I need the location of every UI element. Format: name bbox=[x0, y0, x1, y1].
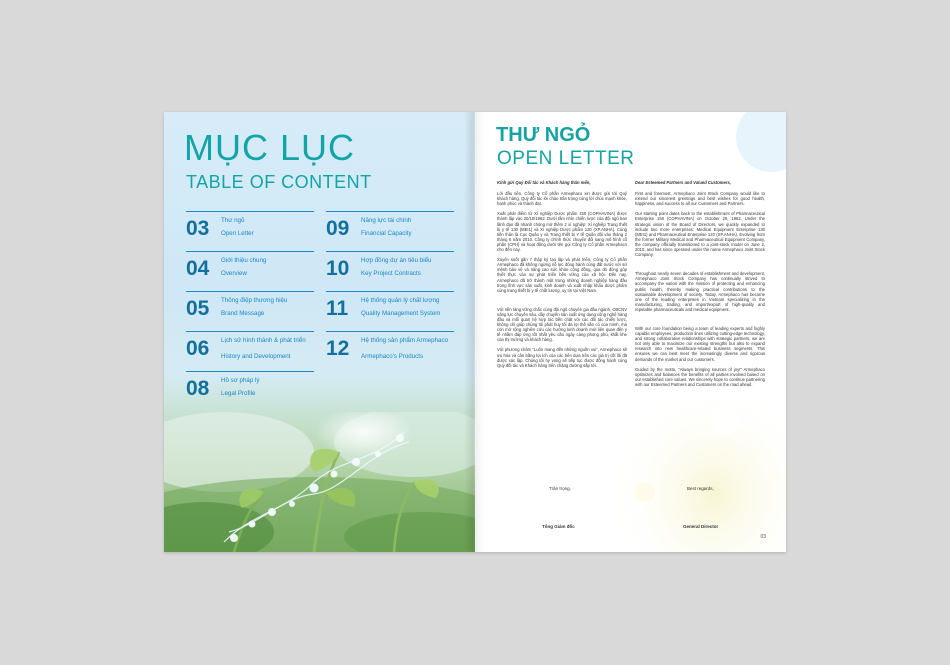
toc-item-title-vi: Giới thiệu chung bbox=[221, 257, 267, 264]
letter-paragraph: Our starting point dates back to the establishment of Pharmaceutical Enterprise 150 (COPHAVINA) on October 20, 1962. Under the strategic vision of the Board of Directors, we quickly expanded to include two more enterprises: Medical Equipment Enterprise 130 (MEI1) and Pharmaceutical Enterprise 120 (XP.ANHA). Evolving from the former Military Medical and Pharmaceutical Equipment Company, the company officially transitioned to a joint-stock model on June 2, 2010, and has since operated under the name Armephaco Joint Stock Company. bbox=[635, 211, 765, 258]
signer-title-en: General Director bbox=[683, 524, 719, 529]
toc-item-title-vi: Lịch sử hình thành & phát triển bbox=[221, 337, 306, 344]
toc-item-number: 04 bbox=[186, 257, 210, 280]
letter-paragraph: First and foremost, Armephaco Joint Stock Company would like to extend our sincerest greetings and best wishes for good health, happiness, and success to all our Customers and Partners. bbox=[635, 191, 765, 207]
toc-item-title-vi: Thư ngỏ bbox=[221, 217, 245, 224]
toc-item-title-vi: Năng lực tài chính bbox=[361, 217, 412, 224]
toc-item[interactable] bbox=[186, 291, 314, 330]
toc-item-title-vi: Hồ sơ pháp lý bbox=[221, 377, 260, 384]
toc-subtitle: TABLE OF CONTENT bbox=[186, 172, 372, 192]
toc-item-title-vi: Hệ thống sản phẩm Armephaco bbox=[361, 337, 449, 344]
toc-item[interactable] bbox=[326, 291, 454, 330]
toc-item[interactable] bbox=[186, 211, 314, 250]
toc-item-title-vi: Thông điệp thương hiệu bbox=[221, 297, 288, 304]
toc-item-number: 03 bbox=[186, 217, 210, 240]
toc-item-title-en: History and Development bbox=[221, 353, 291, 360]
letter-salutation-vi: Kính gửi Quý Đối tác và Khách hàng thân mến, bbox=[497, 180, 591, 185]
toc-item[interactable] bbox=[186, 371, 314, 410]
plant-molecule-illustration bbox=[164, 412, 475, 552]
toc-item[interactable] bbox=[326, 211, 454, 250]
letter-column-english bbox=[635, 180, 765, 392]
letter-paragraph: Xuyên suốt gần 7 thập kỷ tạo lập và phát triển, Công ty Cổ phần Armephaco đã không ngừng nỗ lực đóng hành cùng đất nước với sứ mệnh bảo vệ và nâng cao sức khỏe cộng đồng, qua đó đóng góp thiết thực vào sự phát triển bền vững của xã hội. Đến nay, Armephaco đã trở thành một trong những doanh nghiệp hàng đầu trong lĩnh vực sản xuất, kinh doanh và xuất nhập khẩu dược phẩm cùng trang thiết bị y tế chất lượng, uy tín tại Việt Nam. bbox=[497, 257, 627, 293]
toc-item-number: 06 bbox=[186, 337, 210, 360]
letter-paragraph: Với phương châm "Luôn mang đến những nguồn vui", Armephaco sẽ ưu hóa và cân bằng lợi ích của các bên dựa trên các giá trị cốt lõi đã được xác lập. Chúng tôi hy vọng sẽ tiếp tục được đồng hành cùng Quý đối tác và Khách hàng trên chặng đường sắp tới. bbox=[497, 347, 627, 368]
toc-item-number: 08 bbox=[186, 377, 210, 400]
toc-item[interactable] bbox=[326, 331, 454, 370]
toc-item-number: 12 bbox=[326, 337, 350, 360]
letter-title: THƯ NGỎ bbox=[496, 124, 591, 146]
letter-paragraph: Guided by the motto, "Always bringing sources of joy!" Armephaco optimizes and balances the benefits of all parties involved based on our established core values. We sincerely hope to continue partnering with our Esteemed Partners and Customers on the road ahead. bbox=[635, 366, 765, 387]
closing-en: Best regards, bbox=[687, 486, 714, 491]
letter-column-vietnamese bbox=[497, 180, 627, 373]
open-letter-page bbox=[475, 112, 786, 552]
toc-item-title-en: Quality Management System bbox=[361, 310, 441, 317]
toc-item[interactable] bbox=[186, 331, 314, 370]
toc-item-title-en: Open Letter bbox=[221, 230, 254, 237]
toc-item-title-en: Overview bbox=[221, 270, 247, 277]
toc-title: MỤC LỤC bbox=[184, 127, 356, 168]
letter-paragraph: Với nền tảng vững chắc cùng đội ngũ chuyên gia đầu ngành, CBCNV năng lực chuyên sâu, dây chuyền sản xuất ứng dụng công nghệ hàng đầu và mối quan hệ hợp tác bền chặt với các đối tác chiến lược, không chỉ giúp chúng tôi phát huy tối đa lợi thế sẵn có của mình, mà còn mở rộng nghiên cứu các hướng kinh doanh mới liên quan đến y tế nhằm đáp ứng tốt nhất yêu cầu ngày càng phong phú, khắt khe của thị trường và khách hàng. bbox=[497, 306, 627, 343]
toc-item-title-en: Brand Message bbox=[221, 310, 265, 317]
closing-vi: Trân trọng, bbox=[549, 486, 571, 491]
toc-item-number: 11 bbox=[326, 297, 349, 320]
signer-title-vi: Tổng Giám đốc bbox=[542, 524, 575, 529]
decorative-circle bbox=[736, 112, 786, 172]
toc-item[interactable] bbox=[186, 251, 314, 290]
toc-item-title-en: Financial Capacity bbox=[361, 230, 412, 237]
letter-salutation-en: Dear Esteemed Partners and Valued Customers, bbox=[635, 180, 731, 185]
letter-paragraph: Lời đầu tiên, Công ty Cổ phần Armephaco xin được gửi tới Quý khách hàng, Quý đối tác lời chào trân trọng cùng lời chúc mạnh khỏe, hạnh phúc và thành đạt. bbox=[497, 191, 627, 207]
toc-item-number: 10 bbox=[326, 257, 350, 280]
toc-item-title-en: Armephaco's Products bbox=[361, 353, 424, 360]
letter-paragraph: Throughout nearly seven decades of establishment and development, Armephaco Joint Stock Company has continually strived to accompany the nation with the mission of protecting and enhancing public health, thereby making practical contributions to the sustainable development of society. Today, Armephaco has become one of the leading enterprises in Vietnam specializing in the manufacturing, trading, and import/export of high-quality and reputable pharmaceuticals and medical equipment. bbox=[635, 271, 765, 312]
table-of-content-page bbox=[164, 112, 475, 552]
toc-item[interactable] bbox=[326, 251, 454, 290]
brochure-spread bbox=[164, 112, 786, 552]
toc-item-title-en: Legal Profile bbox=[221, 390, 256, 397]
page-number: 03 bbox=[760, 534, 766, 540]
toc-item-title-vi: Hợp đồng dự án tiêu biểu bbox=[361, 257, 432, 264]
letter-paragraph: Xuất phát điểm từ Xí nghiệp Dược phẩm 150 (COPHAVINA) được thành lập vào 20/10/1962. Dưới tầm nhìn chiến lược của đội ngũ ban lãnh đạo đã nhanh chóng mở thêm 2 xí nghiệp: Xí nghiệp Trang thiết bị y tế 130 (MEI1) và Xí nghiệp Dược phẩm 120 (XP.ANHA). Cùng tiền thân là Cục Quân y và Trang thiết bị Y tế Quân đội vào tháng 2 tháng 6 năm 2010, Công ty chính thức chuyển đổi sang mô hình cổ phần (CPH) và hoạt động dưới tên gọi Công ty Cổ phần Armephaco cho đến nay. bbox=[497, 211, 627, 253]
toc-item-number: 05 bbox=[186, 297, 210, 320]
toc-item-number: 09 bbox=[326, 217, 350, 240]
letter-subtitle: OPEN LETTER bbox=[497, 148, 635, 169]
toc-item-title-en: Key Project Contracts bbox=[361, 270, 421, 277]
book-gutter bbox=[464, 112, 484, 552]
toc-item-title-vi: Hệ thống quản lý chất lượng bbox=[361, 297, 440, 304]
letter-paragraph: With our core foundation being a team of leading experts and highly capable employees, production lines utilizing cutting-edge technology, and strong collaborative relationships with strategic partners, we are not only able to maximize our existing strengths but also to expand research into new healthcare-related business segments. This ensures we can best meet the increasingly diverse and rigorous demands of the market and our customers. bbox=[635, 325, 765, 362]
